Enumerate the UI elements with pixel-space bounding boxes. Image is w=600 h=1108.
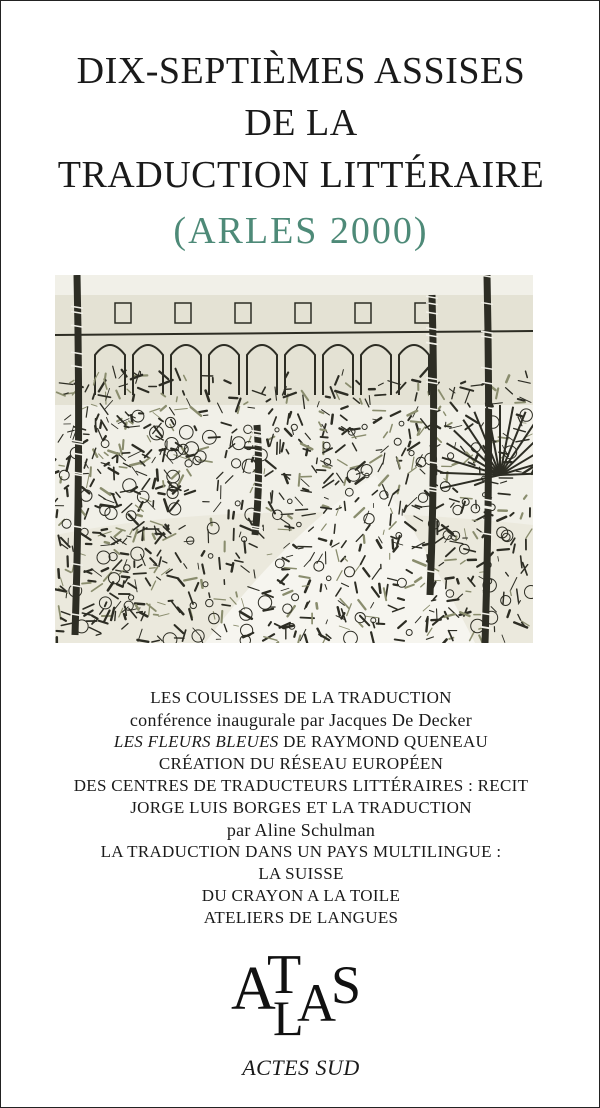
title-line-2: DE LA bbox=[244, 102, 358, 144]
logo-letter-t: T bbox=[267, 951, 302, 1006]
contents-line: conférence inaugurale par Jacques De Decker bbox=[129, 710, 473, 730]
contents-line: LA TRADUCTION DANS UN PAYS MULTILINGUE : bbox=[100, 842, 502, 861]
contents-line: DU CRAYON A LA TOILE bbox=[201, 886, 401, 905]
contents-line: DES CENTRES DE TRADUCTEURS LITTÉRAIRES : RECIT bbox=[73, 776, 529, 795]
contents-line bbox=[1, 731, 600, 753]
contents-line: par Aline Schulman bbox=[226, 820, 376, 840]
publisher-name: ACTES SUD bbox=[242, 1055, 360, 1080]
title-line-1: DIX-SEPTIÈMES ASSISES bbox=[76, 50, 526, 92]
title-line-3: TRADUCTION LITTÉRAIRE bbox=[57, 154, 545, 196]
contents-line: CRÉATION DU RÉSEAU EUROPÉEN bbox=[158, 754, 444, 773]
table-of-contents bbox=[1, 687, 600, 929]
logo-letter-l: L bbox=[273, 990, 304, 1041]
logo-letter-a2: A bbox=[297, 973, 336, 1033]
logo-letter-a1: A bbox=[231, 955, 276, 1023]
cover-illustration bbox=[55, 275, 533, 643]
contents-line: ATELIERS DE LANGUES bbox=[203, 908, 399, 927]
contents-line: JORGE LUIS BORGES ET LA TRADUCTION bbox=[130, 798, 472, 817]
contents-line: LA SUISSE bbox=[258, 864, 344, 883]
contents-line-rest: DE RAYMOND QUENEAU bbox=[278, 732, 489, 751]
italic-title: LES FLEURS BLEUES bbox=[113, 732, 279, 751]
logo-letter-s: S bbox=[331, 955, 362, 1015]
atlas-logo bbox=[227, 951, 377, 1041]
subtitle-location-year: (ARLES 2000) bbox=[173, 210, 429, 252]
contents-line: LES COULISSES DE LA TRADUCTION bbox=[150, 688, 452, 707]
book-title bbox=[1, 45, 600, 201]
garden-drawing bbox=[55, 275, 533, 643]
